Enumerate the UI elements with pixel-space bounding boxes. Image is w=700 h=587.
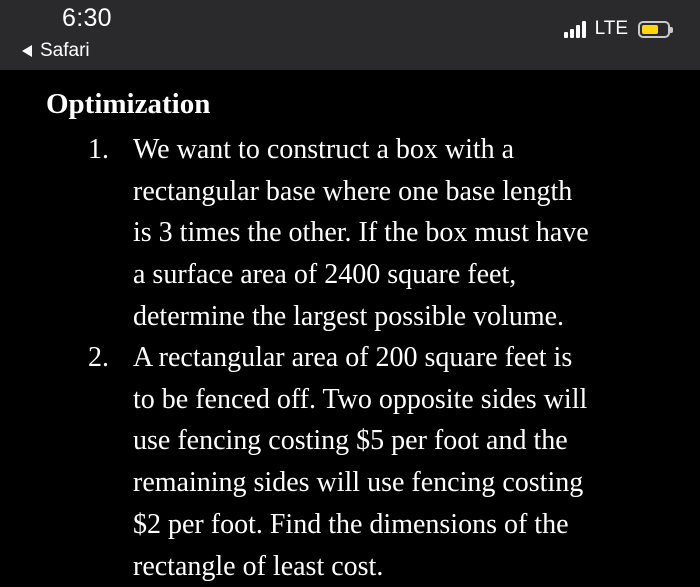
battery-level bbox=[642, 25, 658, 34]
back-label: Safari bbox=[40, 40, 90, 61]
problem-line: to be fenced off. Two opposite sides will bbox=[133, 383, 588, 415]
back-arrow-icon bbox=[22, 45, 32, 57]
problem-line: rectangular base where one base length bbox=[133, 175, 573, 207]
battery-icon bbox=[638, 21, 670, 38]
status-bar bbox=[0, 0, 700, 70]
problem-number: 1. bbox=[88, 134, 109, 165]
problem-2 bbox=[88, 337, 688, 587]
problem-line: remaining sides will use fencing costing bbox=[133, 467, 584, 499]
problem-line: use fencing costing $5 per foot and the bbox=[133, 425, 568, 457]
problem-line: $2 per foot. Find the dimensions of the bbox=[133, 508, 569, 540]
cellular-signal-icon bbox=[564, 20, 588, 38]
problem-1 bbox=[88, 129, 688, 338]
problem-line: a surface area of 2400 square feet, bbox=[133, 259, 517, 291]
back-to-safari-button[interactable] bbox=[22, 40, 90, 62]
battery-tip bbox=[670, 27, 673, 33]
problem-line: determine the largest possible volume. bbox=[133, 300, 565, 332]
problem-line: rectangle of least cost. bbox=[133, 550, 384, 582]
clock: 6:30 bbox=[62, 4, 112, 32]
document-heading: Optimization bbox=[46, 88, 211, 120]
problem-line: We want to construct a box with a bbox=[133, 134, 515, 165]
problem-line: A rectangular area of 200 square feet is bbox=[133, 342, 573, 373]
problem-number: 2. bbox=[88, 342, 109, 373]
problem-line: is 3 times the other. If the box must have bbox=[133, 217, 589, 249]
status-indicators bbox=[564, 18, 670, 40]
network-type: LTE bbox=[594, 18, 628, 39]
